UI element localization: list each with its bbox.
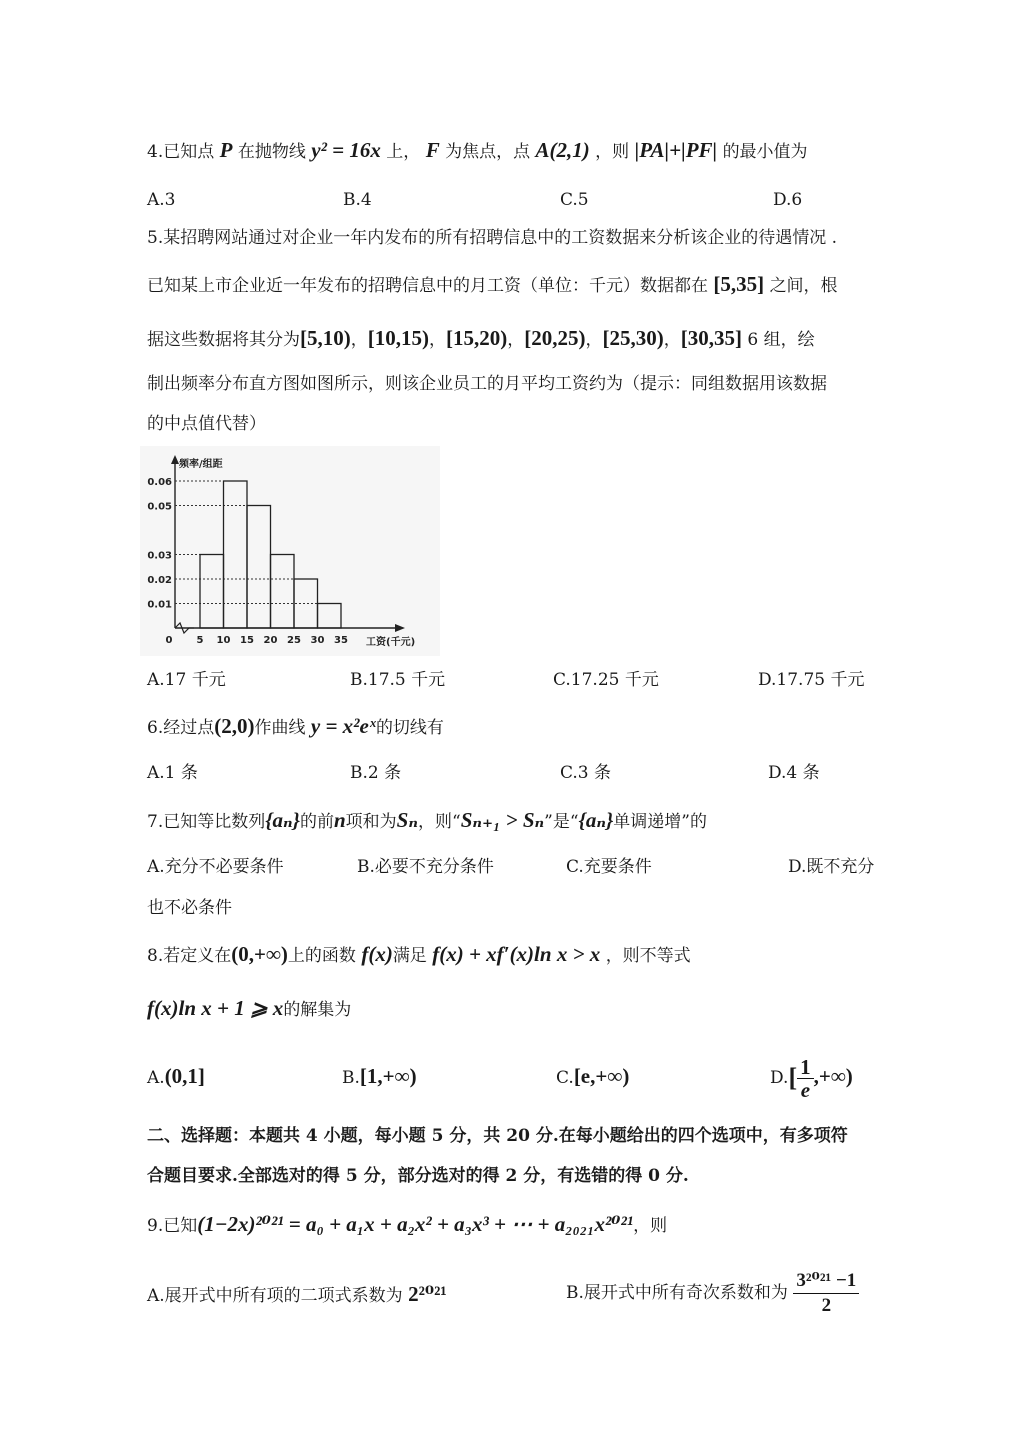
q5-group-3: [15,20)	[446, 326, 508, 350]
q8-option-a-value: (0,1]	[164, 1064, 205, 1088]
question-8-stem	[147, 942, 691, 968]
q4-option-b: B.4	[343, 190, 372, 210]
fraction-numerator: 1	[797, 1056, 814, 1079]
q6-option-b: B.2 条	[350, 763, 402, 783]
x-tick-label: 35	[334, 635, 348, 646]
q9-option-a-value: 2²⁰²¹	[408, 1282, 447, 1306]
q8-text-d: ，则不等式	[605, 946, 691, 966]
q8-option-d-bracket: [	[788, 1063, 798, 1092]
q8-text-b: 上的函数	[287, 946, 356, 966]
q7-condition: Sₙ₊₁ > Sₙ	[460, 808, 545, 832]
q5-sep: ，	[429, 330, 446, 350]
q8-option-b-value: [1,+∞)	[359, 1064, 417, 1088]
q4-text-b: 在抛物线	[237, 142, 306, 162]
q5-text-2b: 之间，根	[769, 276, 838, 296]
y-tick-label: 0.03	[147, 550, 172, 562]
q4-option-d: D.6	[773, 190, 803, 210]
q8-option-c	[556, 1064, 629, 1090]
x-tick-label: 5	[196, 635, 204, 646]
q4-point-p: P	[219, 138, 233, 162]
q5-group-1: [5,10)	[300, 326, 351, 350]
q7-option-d: D.既不充分	[788, 857, 875, 877]
q7-option-c: C.充要条件	[566, 857, 652, 877]
q9-text-b: ，则	[633, 1216, 668, 1236]
q7-sum: Sₙ	[396, 808, 418, 832]
q8-inequality: f(x)ln x + 1 ⩾ x	[147, 996, 284, 1020]
x-tick-label: 10	[216, 635, 231, 646]
fraction-denominator: 2	[821, 1295, 832, 1316]
y-axis-label: 频率/组距	[179, 459, 223, 470]
q4-text-a: 4.已知点	[147, 142, 215, 162]
q7-option-d-continued: 也不必条件	[147, 898, 232, 918]
q5-sep: ，	[507, 330, 525, 350]
q8-condition: f(x) + xf′(x)ln x > x	[432, 942, 601, 966]
q7-n: n	[333, 808, 346, 832]
q5-option-a: A.17 千元	[147, 670, 226, 690]
q5-range: [5,35]	[713, 272, 765, 296]
q8-option-d	[770, 1050, 853, 1104]
q4-text-c: 上，	[386, 142, 421, 162]
x-tick-label: 25	[287, 635, 301, 646]
q4-option-a: A.3	[147, 190, 176, 210]
question-6-stem	[147, 714, 444, 740]
q5-line-5: 的中点值代替）	[147, 414, 266, 434]
q8-text-a: 8.若定义在	[147, 946, 232, 966]
q6-curve-equation: y = x²eˣ	[310, 714, 376, 738]
q9-expansion-equation: (1−2x)²⁰²¹ = a₀ + a₁x + a₂x² + a₃x³ + ⋯ + a₂₀₂₁x²⁰²¹	[197, 1212, 634, 1236]
q6-text-a: 6.经过点	[147, 718, 215, 738]
x-axis-label: 工资(千元)	[366, 637, 416, 648]
q8-line-2	[147, 996, 351, 1022]
q8-option-c-label: C.	[556, 1068, 574, 1088]
x-tick-label: 0	[165, 635, 173, 646]
q7-text-b: 的前	[299, 812, 334, 832]
q7-text-f: 单调递增”的	[613, 812, 707, 832]
q6-text-b: 作曲线	[254, 718, 306, 738]
q9-option-a	[147, 1282, 447, 1308]
q7-text-e: ”是“	[544, 812, 579, 832]
q4-parabola-equation: y² = 16x	[311, 138, 381, 162]
q9-text-a: 9.已知	[147, 1216, 198, 1236]
x-tick-label: 30	[310, 635, 325, 646]
q5-sep: ，	[663, 330, 681, 350]
q6-option-a: A.1 条	[147, 763, 198, 783]
q7-option-a: A.充分不必要条件	[147, 857, 284, 877]
frequency-histogram	[140, 446, 440, 656]
x-tick-label: 15	[240, 635, 254, 646]
q8-option-a	[147, 1064, 205, 1090]
q4-point-a: A(2,1)	[535, 138, 590, 162]
q5-sep: ，	[350, 330, 368, 350]
q5-group-6: [30,35]	[680, 326, 742, 350]
question-9-stem	[147, 1212, 667, 1238]
section-2-header-line-1: 二、选择题：本题共 4 小题，每小题 5 分，共 20 分.在每小题给出的四个选项中，有多项符	[147, 1126, 848, 1146]
q8-option-c-value: [e,+∞)	[573, 1064, 630, 1088]
y-tick-label: 0.01	[147, 599, 172, 611]
q8-text-c: 满足	[392, 946, 427, 966]
q4-text-e: ，则	[595, 142, 630, 162]
q5-text-3a: 据这些数据将其分为	[147, 330, 300, 350]
q7-text-d: ，则“	[417, 812, 461, 832]
q9-option-b-fraction	[793, 1269, 859, 1318]
q5-option-c: C.17.25 千元	[553, 670, 659, 690]
q5-line-3	[147, 326, 815, 352]
q4-expression: |PA|+|PF|	[634, 138, 718, 162]
q8-function: f(x)	[361, 942, 393, 966]
q9-option-a-label: A.展开式中所有项的二项式系数为	[147, 1286, 403, 1306]
q5-option-d: D.17.75 千元	[758, 670, 865, 690]
q5-line-4: 制出频率分布直方图如图所示，则该企业员工的月平均工资约为（提示：同组数据用该数据	[147, 374, 827, 394]
q5-text-3b: 6 组，绘	[747, 330, 815, 350]
q8-option-d-value: ,+∞)	[813, 1064, 853, 1088]
q6-point: (2,0)	[214, 714, 255, 738]
q4-focus-f: F	[425, 138, 440, 162]
x-tick-label: 20	[263, 635, 278, 646]
q8-option-b	[342, 1064, 417, 1090]
q8-text-e: 的解集为	[283, 1000, 352, 1020]
q5-group-4: [20,25)	[524, 326, 586, 350]
q5-line-2	[147, 272, 838, 298]
q6-option-d: D.4 条	[768, 763, 820, 783]
q8-option-d-fraction	[797, 1056, 814, 1101]
section-2-header-line-2: 合题目要求.全部选对的得 5 分，部分选对的得 2 分，有选错的得 0 分.	[147, 1166, 689, 1186]
q5-group-5: [25,30)	[602, 326, 664, 350]
y-tick-label: 0.06	[147, 477, 172, 488]
q7-text-a: 7.已知等比数列	[147, 812, 266, 832]
q7-sequence: {aₙ}	[265, 808, 300, 832]
q5-sep: ，	[585, 330, 603, 350]
y-tick-label: 0.05	[147, 501, 172, 513]
q8-option-a-label: A.	[147, 1068, 165, 1088]
q5-text-2a: 已知某上市企业近一年发布的招聘信息中的月工资（单位：千元）数据都在	[147, 276, 708, 296]
question-7-stem	[147, 808, 707, 834]
question-4-stem	[147, 138, 808, 164]
y-tick-label: 0.02	[147, 575, 172, 586]
q6-option-c: C.3 条	[560, 763, 612, 783]
q5-option-b: B.17.5 千元	[350, 670, 446, 690]
q9-option-b	[566, 1266, 859, 1320]
q6-text-c: 的切线有	[375, 718, 444, 738]
q8-option-d-label: D.	[770, 1068, 789, 1088]
q5-line-1: 5.某招聘网站通过对企业一年内发布的所有招聘信息中的工资数据来分析该企业的待遇情况 .	[147, 228, 838, 248]
q8-option-b-label: B.	[342, 1068, 360, 1088]
q4-text-d: 为焦点，点	[445, 142, 531, 162]
fraction-numerator: 3²⁰²¹ −1	[793, 1269, 859, 1294]
q5-group-2: [10,15)	[367, 326, 429, 350]
q7-option-b: B.必要不充分条件	[357, 857, 494, 877]
fraction-denominator: e	[800, 1078, 811, 1102]
q8-domain: (0,+∞)	[231, 942, 288, 966]
q4-text-f: 的最小值为	[722, 142, 808, 162]
q9-option-b-label: B.展开式中所有奇次系数和为	[566, 1283, 788, 1303]
q7-sequence-2: {aₙ}	[578, 808, 614, 832]
q4-option-c: C.5	[560, 190, 589, 210]
q7-text-c: 项和为	[345, 812, 397, 832]
